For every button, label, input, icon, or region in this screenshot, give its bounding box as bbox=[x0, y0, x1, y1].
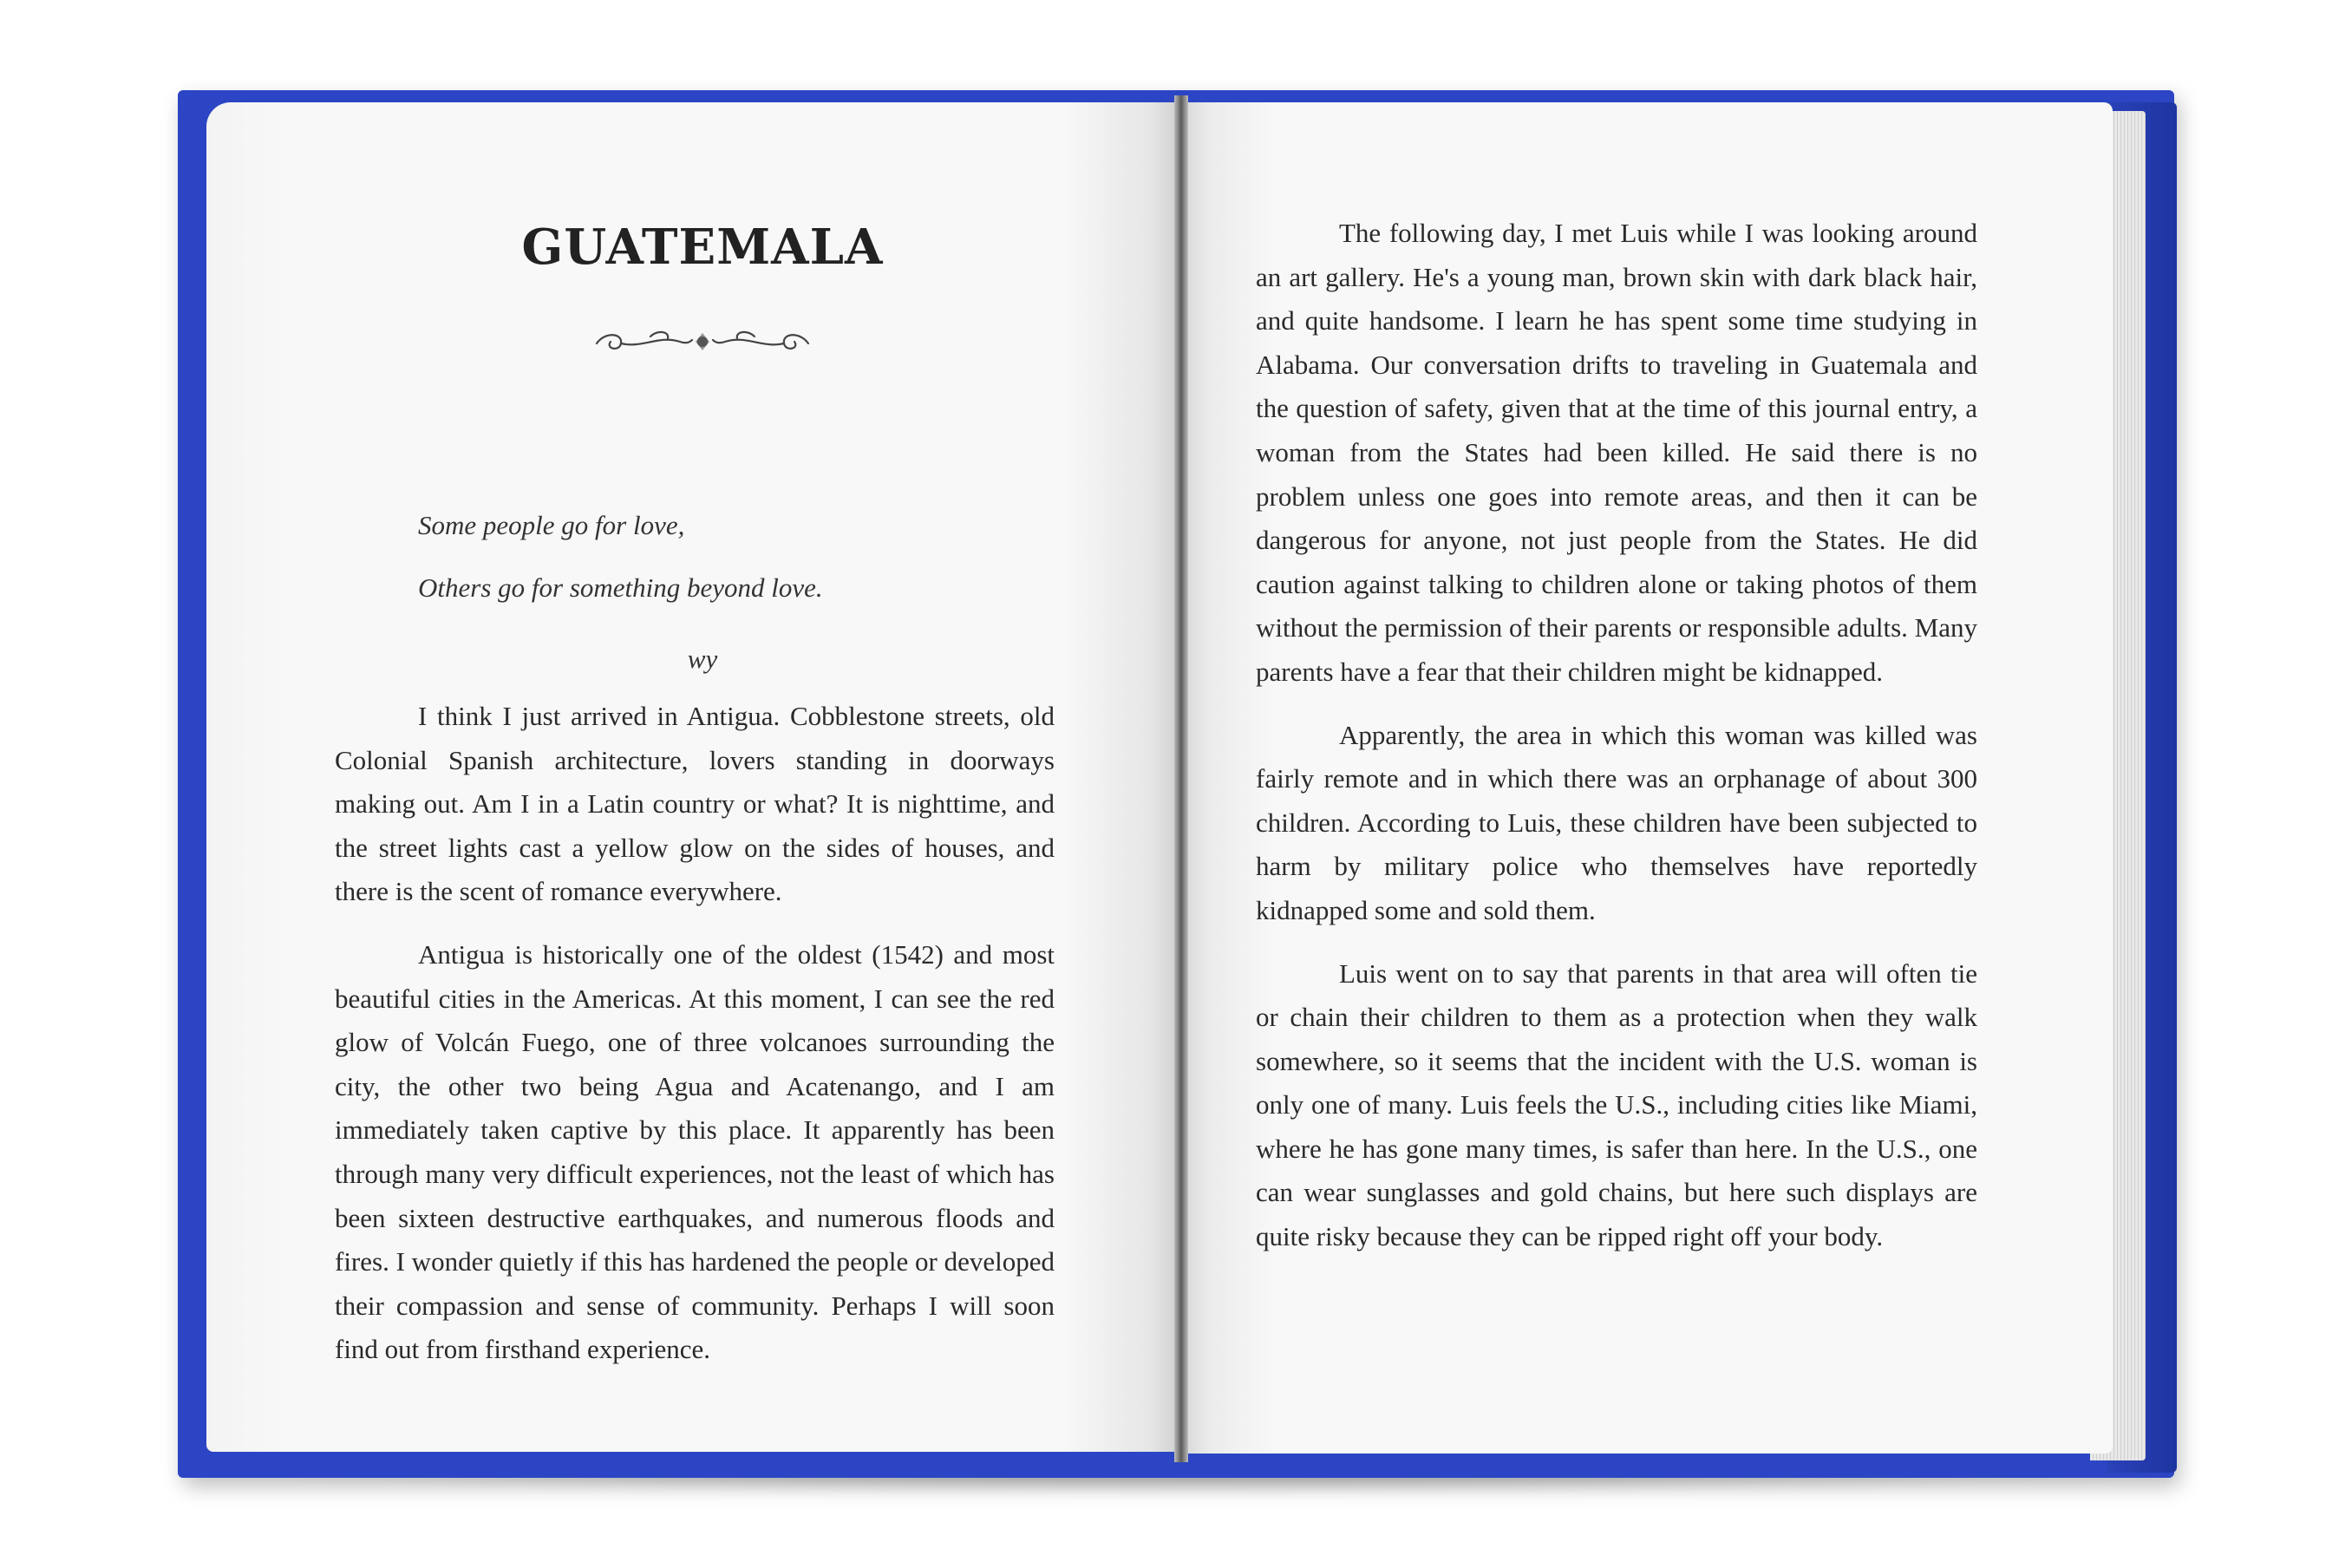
ornamental-flourish-icon bbox=[590, 323, 815, 361]
right-page-body bbox=[1256, 212, 1977, 1278]
epigraph-line: Others go for something beyond love. bbox=[418, 572, 823, 603]
body-paragraph: The following day, I met Luis while I was looking around an art gallery. He's a young man, brown skin with dark black hair, and quite handsome. I learn he has spent some time studying in Alabama. Our conversation drifts to traveling in Guatemala and the question of safety, given that at the time of this journal entry, a woman from the States had been killed. He said there is no problem unless one goes into remote areas, and then it can be dangerous for anyone, not just people from the States. He did caution against talking to children alone or taking photos of them without the permission of their parents or responsible adults. Many parents have a fear that their children might be kidnapped. bbox=[1256, 218, 1977, 687]
body-paragraph: I think I just arrived in Antigua. Cobblestone streets, old Colonial Spanish architecture, lovers standing in doorways making out. Am I in a Latin country or what? It is nighttime, and the street lights cast a yellow glow on the sides of houses, and there is the scent of romance everywhere. bbox=[335, 701, 1055, 907]
epigraph-signature: wy bbox=[687, 644, 718, 674]
body-paragraph: Antigua is historically one of the oldest (1542) and most beautiful cities in the Americas. At this moment, I can see the red glow of Volcán Fuego, one of three volcanoes surrounding the city, the other two being Agua and Acatenango, and I am immediately taken captive by this place. It apparently has been through many very difficult experiences, not the least of which has been sixteen destructive earthquakes, and numerous floods and fires. I wonder quietly if this has hardened the people or developed their compassion and sense of community. Perhaps I will soon find out from firsthand experience. bbox=[335, 938, 1055, 1365]
chapter-title: GUATEMALA bbox=[521, 219, 884, 276]
body-paragraph: Apparently, the area in which this woman was killed was fairly remote and in which there was an orphanage of about 300 children. According to Luis, these children have been subjected to harm by military police who themselves have reportedly kidnapped some and sold them. bbox=[1256, 719, 1977, 925]
body-paragraph: Luis went on to say that parents in that area will often tie or chain their children to them as a protection when they walk somewhere, so it seems that the incident with the U.S. woman is only one of many. Luis feels the U.S., including cities like Miami, where he has gone many times, is safer than here. In the U.S., one can wear sunglasses and gold chains, but here such displays are quite risky because they can be ripped right off your body. bbox=[1256, 957, 1977, 1252]
epigraph-line: Some people go for love, bbox=[418, 510, 685, 540]
left-page-body bbox=[335, 695, 1055, 1391]
book-gutter bbox=[1174, 95, 1188, 1462]
